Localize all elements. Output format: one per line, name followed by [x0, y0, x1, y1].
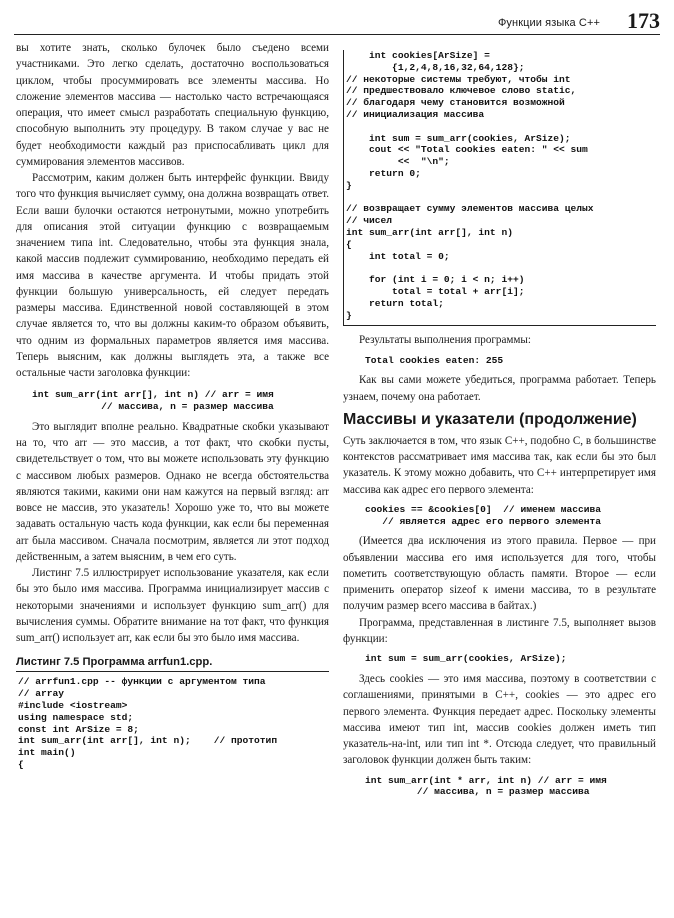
paragraph: Это выглядит вполне реально. Квадратные скобки указывают на то, что arr — это массив, а тот факт, что скобки пусты, свидетельствует о том, что вы можете использовать эту функцию с массивом любых размеров. Однако не всегда обстоятельства являются такими, какими они нам кажутся на первый взгляд: arr вовсе не массив, это указатель! Хорошо уже то, что вы можете задавать остальную часть кода функции, как если бы переменная arr была массивом. Сначала посмотрим, является ли этот подход действенным, а затем выясним, в чем его суть. [16, 420, 329, 563]
program-output: Total cookies eaten: 255 [365, 354, 504, 366]
paragraph: Как вы сами можете убедиться, программа работает. Теперь узнаем, почему она работает. [343, 374, 656, 403]
paragraph: Программа, представленная в листинге 7.5, выполняет вызов функции: [343, 616, 656, 645]
code-snippet-address: cookies == &cookies[0] // именем массива // является адрес его первого элемента [365, 503, 602, 527]
paragraph: Здесь cookies — это имя массива, поэтому в соответствии с соглашениями, принятыми в C++, cookies — это адрес его первого элемента. Функция передает адрес. Поскольку элементы массива имеют тип int, массив cookies должен иметь тип указатель-на-int, или тип int *. Отсюда следует, что правильный заголовок функции должен быть таким: [343, 673, 656, 767]
listing-code-part1: // arrfun1.cpp -- функции с аргументом типа // array #include <iostream> using namespace std; const int ArSize = 8; int sum_arr(int arr[], int n); // прототип int main() { [18, 676, 278, 770]
page-header [14, 8, 660, 35]
right-column [343, 40, 656, 798]
running-title: Функции языка C++ [497, 17, 600, 29]
code-snippet-pointer-header: int sum_arr(int * arr, int n) // arr = имя // массива, n = размер массива [365, 774, 607, 798]
section-heading: Массивы и указатели (продолжение) [343, 410, 637, 428]
paragraph: вы хотите знать, сколько булочек было съедено всеми участниками. Это легко сделать, достаточно воспользоваться циклом, чтобы просуммировать все элементы массива. Но сложение элементов массива — настолько часто встречающаяся операция, что имеет смысл разработать специальную функцию, способную выполнить эту процедуру. В таком случае у вас не будет необходимости каждый раз приспосабливать цикл для суммирования элементов массивов. [16, 42, 329, 168]
paragraph: Результаты выполнения программы: [359, 334, 531, 347]
listing-code-part2: int cookies[ArSize] = {1,2,4,8,16,32,64,128}; // некоторые системы требуют, чтобы int // предшествовало ключевое слово static, // благодаря чему становится возможной // инициализация массива int sum = sum_arr(cookies, ArSize); cout << "Total cookies eaten: " << sum << "\n"; return 0; } // возвращает сумму элементов массива целых // чисел int sum_arr(int arr[], int n) { int total = 0; for (int i = 0; i < n; i++) total = total + arr[i]; return total; } [346, 50, 594, 321]
listing-title: Листинг 7.5 Программа arrfun1.cpp. [16, 656, 329, 672]
listing-continuation [343, 50, 656, 326]
code-snippet-call: int sum = sum_arr(cookies, ArSize); [365, 653, 567, 665]
paragraph: Рассмотрим, каким должен быть интерфейс функции. Ввиду того что функция вычисляет сумму, она должна возвращать ответ. Если ваши булочки остаются нетронутыми, можно употребить для описания этой ситуации функцию с возвращаемым значением типа int. Следовательно, чтобы эта функция знала, какой массив подлежит суммированию, необходимо передать ей имя массива в качестве аргумента. И чтобы придать этой функции большую универсальность, ей следует передать размеры массива. Единственной новой составляющей в этом случае является то, что вы должны каким-то образом объявить, что одним из формальных параметров является имя массива. Теперь выясним, как должны выглядеть эта, а также все остальные части заголовка функции: [16, 172, 329, 379]
code-snippet-function-header: int sum_arr(int arr[], int n) // arr = имя // массива, n = размер массива [32, 389, 274, 413]
left-column [16, 40, 329, 771]
page-number: 173 [627, 8, 660, 33]
paragraph: (Имеется два исключения из этого правила. Первое — при объявлении массива его имя используется для того, чтобы пометить соответствующую область памяти. Второе — если применить оператор sizeof к имени массива, то в результате получим размер всего массива в байтах.) [343, 535, 656, 613]
paragraph: Суть заключается в том, что язык C++, подобно C, в большинстве контекстов рассматривает имя массива так, как если бы это был указатель. К этому можно добавить, что C++ интерпретирует имя массива как адрес его первого элемента: [343, 434, 656, 496]
paragraph: Листинг 7.5 иллюстрирует использование указателя, как если бы это было имя массива. Программа инициализирует массив с некоторыми значениями и использует функцию sum_arr() для вычисления суммы. Обратите внимание на тот факт, что функция sum_arr() использует arr, как если бы это было имя массива. [16, 567, 329, 645]
